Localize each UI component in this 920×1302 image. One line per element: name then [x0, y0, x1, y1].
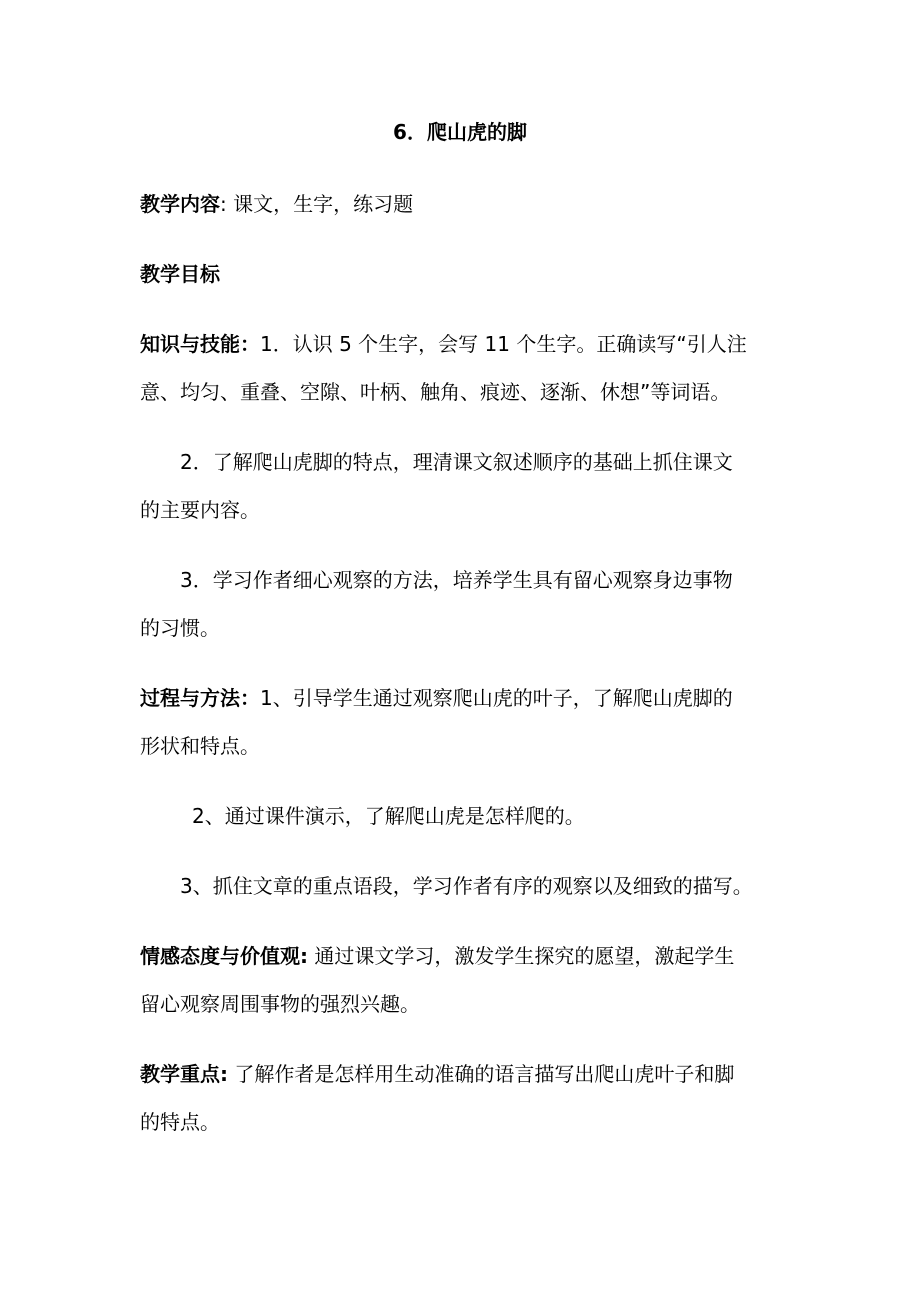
process-method-text-1: 1、引导学生通过观察爬山虎的叶子，了解爬山虎脚的	[260, 686, 733, 710]
knowledge-skills-text-1: 1．认识 5 个生字，会写 11 个生字。正确读写“引人注	[260, 332, 747, 356]
emotion-values-text-1: 通过课文学习，激发学生探究的愿望，激起学生	[308, 944, 735, 968]
teaching-goals-heading: 教学目标	[140, 262, 220, 286]
teaching-focus-line-1	[140, 1060, 734, 1088]
teaching-content-separator: :	[220, 192, 227, 216]
emotion-values-label: 情感态度与价值观:	[140, 944, 308, 968]
teaching-focus-label: 教学重点:	[140, 1062, 228, 1086]
process-item-3: 3、抓住文章的重点语段，学习作者有序的观察以及细致的描写。	[180, 874, 753, 898]
teaching-content-text: 课文，生字，练习题	[226, 192, 414, 216]
knowledge-skills-label: 知识与技能：	[140, 332, 260, 356]
teaching-focus-line-2: 的特点。	[140, 1110, 220, 1134]
goal-item-3-line-1: 3．学习作者细心观察的方法，培养学生具有留心观察身边事物	[180, 568, 733, 592]
process-method-label: 过程与方法：	[140, 686, 260, 710]
process-method-line-2: 形状和特点。	[140, 734, 260, 758]
knowledge-skills-line-2: 意、均匀、重叠、空隙、叶柄、触角、痕迹、逐渐、休想”等词语。	[140, 380, 731, 404]
emotion-values-line-2: 留心观察周围事物的强烈兴趣。	[140, 992, 420, 1016]
teaching-content-label: 教学内容	[140, 192, 220, 216]
document-title: 6．爬山虎的脚	[393, 120, 527, 144]
goal-item-3-line-2: 的习惯。	[140, 616, 220, 640]
teaching-focus-text-1: 了解作者是怎样用生动准确的语言描写出爬山虎叶子和脚	[228, 1062, 735, 1086]
teaching-content-line	[140, 190, 413, 218]
process-item-2: 2、通过课件演示，了解爬山虎是怎样爬的。	[192, 804, 585, 828]
knowledge-skills-line-1	[140, 330, 747, 358]
process-method-line-1	[140, 684, 733, 712]
goal-item-2-line-1: 2．了解爬山虎脚的特点，理清课文叙述顺序的基础上抓住课文	[180, 450, 733, 474]
emotion-values-line-1	[140, 942, 734, 970]
goal-item-2-line-2: 的主要内容。	[140, 498, 260, 522]
